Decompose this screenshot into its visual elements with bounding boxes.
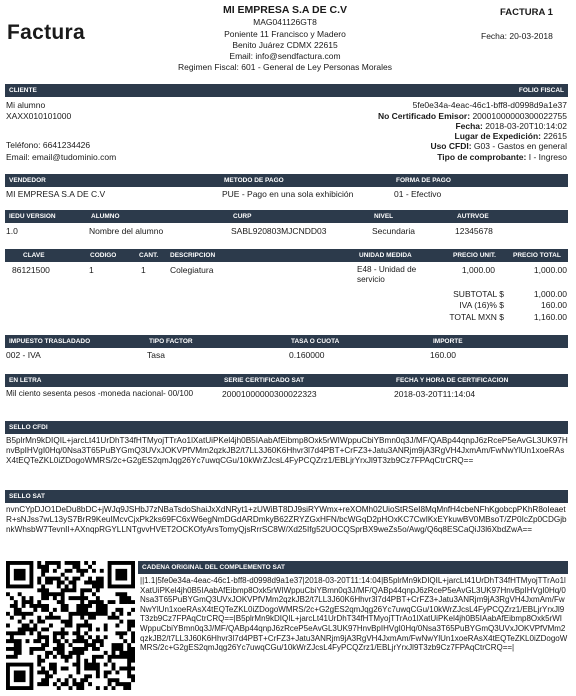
cadena-value: ||1.1|5fe0e34a-4eac-46c1-bff8-d0998d9a1e37|2018-03-20T11:14:04|B5plrMn9kDIQIL+jarcLt41UrDhT34fHTMyojTTrAo1lXatUiPKel4jh0B5IAabAfEibmp8Oxk5rWIWppuCbiYBmn0q3J/MF/QABp44qnpJ6zRceP5eAvGL3UK97HnvBpIHVgI0Hq/0Nsa3T65PuBYGmQ3UVxJOKVPfVMm2qzkJB2/t7LL3J60K6Hhvr3l7d4PBT+CrFZ3+Jatu3ANRjm9jA3RgVH4JxmAm/FwNwYlUn1xoeRAsX4tEQTeZKL0iZDogoWMRS/2c+G2gES2qmJqg26Yc7uwqCGu/10kWrZJcsL4FyPCQZrz1/EBLjrYrxJl9T3zb9Cz7FPAqCtrCRQ==|B5plrMn9kDIQIL+jarcLt41UrDhT34fHTMyojTTrAo1lXatUiPKel4jh0B5IAabAfEibmp8Oxk5rWIWppuCbiYBmn0q3J/MF/QABp44qnpJ6zRceP5eAvGL3UK97HnvBpIHVgI0Hq/0Nsa3T65PuBYGmQ3UVxJOKVPfVMm2qzkJB2/t7LL3J60K6Hhvr3l7d4PBT+CrFZ3+Jatu3ANRjm9jA3RgVH4JxmAm/FwNwYlUn1xoeRAsX4tEQTeZKL0iZDogoWMRS/2c+G2gES2qmJqg26Yc7uwqCGu/10kWrZJcsL4FyPCQZrz1/EBLjrYrxJl9T3zb9Cz7FPAqCtrCRQ==|: [140, 576, 568, 653]
letra-value: Mil ciento sesenta pesos -moneda nacional- 00/100: [6, 389, 194, 398]
item-clave: 86121500: [12, 265, 50, 275]
impuesto-header: IMPUESTO TRASLADADO: [9, 338, 91, 345]
vendor-value: MI EMPRESA S.A DE C.V: [6, 189, 106, 199]
vendor-header-bar: [5, 174, 568, 187]
metodo-value: PUE - Pago en una sola exhibición: [222, 189, 354, 199]
tasa-header: TASA O CUOTA: [291, 338, 340, 345]
clave-header: CLAVE: [23, 252, 45, 259]
company-rfc: MAG041126GT8: [253, 17, 317, 27]
tipo-factor-header: TIPO FACTOR: [149, 338, 193, 345]
iedu-version-value: 1.0: [6, 226, 18, 236]
descripcion-header: DESCRIPCION: [170, 252, 216, 259]
nivel-value: Secundaria: [372, 226, 416, 236]
precio-total-header: PRECIO TOTAL: [513, 252, 561, 259]
serie-value: 20001000000300022323: [222, 389, 317, 399]
uso-row: [430, 141, 567, 151]
subtotal-label: SUBTOTAL $: [453, 289, 504, 299]
importe-value: 160.00: [430, 350, 456, 360]
tipo-label: Tipo de comprobante:: [437, 152, 527, 162]
client-header-bar: [5, 84, 568, 97]
alumno-value: Nombre del alumno: [89, 226, 164, 236]
letra-header-bar: [5, 374, 568, 387]
company-regimen: Regimen Fiscal: 601 - General de Ley Personas Morales: [177, 62, 393, 72]
tipo-factor-value: Tasa: [147, 350, 165, 360]
invoice-date: Fecha: 20-03-2018: [481, 31, 553, 41]
cert-row: [378, 111, 567, 121]
metodo-header: METODO DE PAGO: [224, 177, 284, 184]
cadena-header-bar: [138, 561, 568, 574]
tipo-row: [437, 152, 567, 162]
fecha-row: [455, 121, 567, 131]
tasa-value: 0.160000: [289, 350, 325, 360]
total-label: TOTAL MXN $: [449, 312, 504, 322]
letra-header: EN LETRA: [9, 377, 42, 384]
sello-cfdi-header: SELLO CFDI: [9, 424, 48, 431]
item-precio-unit: 1,000.00: [461, 265, 495, 275]
sello-cfdi-value: B5plrMn9kDIQIL+jarcLt41UrDhT34fHTMyojTTrAo1lXatUiPKel4jh0B5IAabAfEibmp8Oxk5rWIWppuCbiYBmn0q3J/MF/QABp44qnpJ6zRceP5eAvGL3UK97HnvBpIHVgI0Hq/0Nsa3T65PuBYGmQ3UVxJOKVPfVMm2qzkJB2/t7LL3J60K6Hhvr3l7d4PBT+CrFZ3+Jatu3ANRjm9jA3RgVH4JxmAm/FwNwYlUn1xoeRAsX4tEQTeZKL0iZDogoWMRS/2c+G2gES2qmJqg26Yc7uwqCGu/10kWrZJcsL4FyPCQZrz1/EBLjrYrxJl9T3zb9Cz7FPAqCtrCRQ==: [6, 436, 568, 465]
client-header: CLIENTE: [9, 87, 37, 94]
client-name: Mi alumno: [6, 100, 46, 110]
fecha-value: 2018-03-20T10:14:02: [485, 121, 567, 131]
company-name: MI EMPRESA S.A DE C.V: [222, 4, 348, 16]
iedu-header-bar: [5, 210, 568, 223]
lugar-row: [455, 131, 567, 141]
sello-sat-header-bar: [5, 490, 568, 503]
curp-value: SABL920803MJCNDD03: [231, 226, 327, 236]
nivel-header: NIVEL: [374, 213, 394, 220]
codigo-header: CODIGO: [90, 252, 117, 259]
vendor-header: VENDEDOR: [9, 177, 46, 184]
cant-header: CANT.: [139, 252, 159, 259]
invoice-number: FACTURA 1: [500, 7, 553, 18]
fecha-cert-value: 2018-03-20T11:14:04: [394, 389, 476, 399]
sello-sat-header: SELLO SAT: [9, 493, 45, 500]
company-address1: Poniente 11 Francisco y Madero: [224, 29, 346, 39]
item-codigo: 1: [89, 265, 94, 275]
item-precio-total: 1,000.00: [533, 265, 567, 275]
lugar-label: Lugar de Expedición:: [454, 131, 541, 141]
sello-cfdi-header-bar: [5, 421, 568, 434]
uso-label: Uso CFDI:: [430, 141, 472, 151]
item-cant: 1: [141, 265, 146, 275]
importe-header: IMPORTE: [433, 338, 463, 345]
uso-value: G03 - Gastos en general: [473, 141, 567, 151]
precio-unit-header: PRECIO UNIT.: [453, 252, 496, 259]
serie-header: SERIE CERTIFICADO SAT: [224, 377, 305, 384]
sello-sat-value: nvnCYpDJO1DeDu8bDC+jWJq9JSHbJ7zNBaTsdoShaiJxXdNRyt1+zUWiBT8DJ9siRYWmx+reXOMh02UioStRSeI8MqMnfH4cbeNFhKgobcpPKhR8oIeaetR+sNJss7wL13yS7BrR9KeuIMcvCjxPk2ks69FC6xW6egNmDGdARDmkyB62ZRYZGxHFN/bcWGqD2pHOxKC7CwIKxEYkuwBV0MBsoT/ZP0IcZp0CDGjbnkWhsbW7TevnII+AXnqpRGYLLNTgvvHVET2OCKOfyArsTomyQjsRrrSC8W/Xd25Ifg52UOCQSprBX9weZs5o/Awg/Q6q8ESCaQiJ3l6XbdZwA==: [6, 505, 567, 534]
curp-header: CURP: [233, 213, 252, 220]
client-phone: Teléfono: 6641234426: [6, 140, 91, 150]
autrvoe-header: AUTRVOE: [457, 213, 489, 220]
forma-header: FORMA DE PAGO: [396, 177, 451, 184]
folio-header: FOLIO FISCAL: [518, 87, 564, 94]
subtotal-value: 1,000.00: [533, 289, 567, 299]
company-email: Email: info@sendfactura.com: [229, 51, 341, 61]
alumno-header: ALUMNO: [91, 213, 120, 220]
total-value: 1,160.00: [533, 312, 567, 322]
doc-title: Factura: [7, 21, 85, 44]
fecha-label: Fecha:: [455, 121, 483, 131]
client-rfc: XAXX010101000: [6, 111, 72, 121]
items-header-bar: [5, 249, 568, 262]
lugar-value: 22615: [543, 131, 567, 141]
item-unidad: E48 - Unidad de servicio: [357, 265, 417, 284]
cert-value: 20001000000300022755: [472, 111, 567, 121]
company-address2: Benito Juárez CDMX 22615: [232, 40, 338, 50]
tax-header-bar: [5, 335, 568, 348]
iva-value: 160.00: [541, 300, 567, 310]
forma-value: 01 - Efectivo: [394, 189, 442, 199]
iedu-version-header: IEDU VERSION: [9, 213, 56, 220]
impuesto-value: 002 - IVA: [6, 350, 41, 360]
client-email: Email: email@tudominio.com: [6, 152, 117, 162]
unidad-header: UNIDAD MEDIDA: [359, 252, 412, 259]
folio-value: 5fe0e34a-4eac-46c1-bff8-d0998d9a1e37: [412, 100, 567, 110]
fecha-cert-header: FECHA Y HORA DE CERTIFICACION: [396, 377, 509, 384]
iva-label: IVA (16)% $: [459, 300, 504, 310]
cadena-header: CADENA ORIGINAL DEL COMPLEMENTO SAT: [142, 564, 286, 571]
item-descripcion: Colegiatura: [170, 265, 214, 275]
cert-label: No Certificado Emisor:: [377, 111, 471, 121]
qr-code-icon: [6, 561, 135, 690]
tipo-value: I - Ingreso: [528, 152, 567, 162]
autrvoe-value: 12345678: [455, 226, 493, 236]
